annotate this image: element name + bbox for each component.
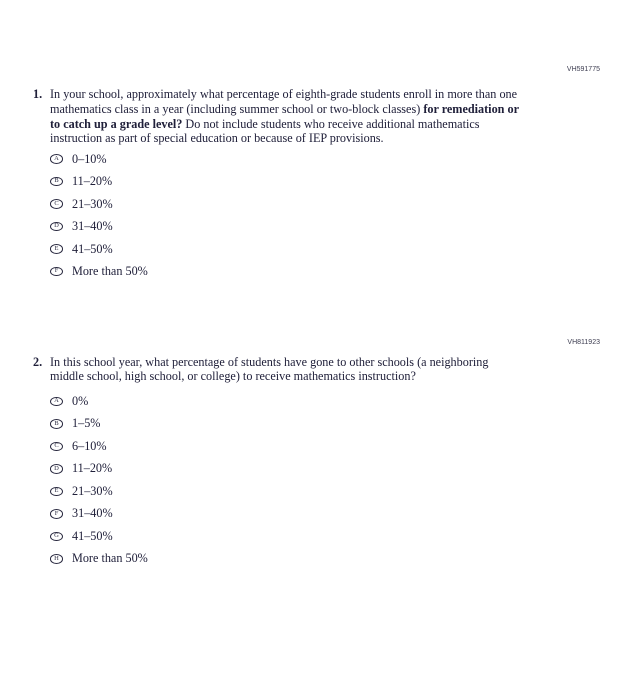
option-label: 11–20% — [72, 174, 113, 189]
radio-bubble-icon[interactable]: F — [50, 267, 63, 277]
question-1 — [33, 87, 600, 146]
option-label: 6–10% — [72, 438, 107, 453]
option-row-q2-f[interactable] — [50, 507, 600, 521]
option-label: 1–5% — [72, 416, 101, 431]
option-row-q1-c[interactable] — [50, 197, 600, 211]
option-label: 41–50% — [72, 241, 113, 256]
radio-bubble-icon[interactable]: G — [50, 532, 63, 542]
option-label: 11–20% — [72, 461, 113, 476]
option-row-q2-a[interactable] — [50, 394, 600, 408]
radio-bubble-icon[interactable]: B — [50, 419, 63, 429]
question-2-accession-code: VH811923 — [567, 338, 600, 346]
question-1-text-after: Do not include students who receive additional mathematics instruction as part of special education or because of IEP provisions. — [50, 116, 480, 146]
question-1-number: 1. — [33, 87, 43, 101]
question-1-text — [50, 87, 523, 146]
option-row-q2-b[interactable] — [50, 417, 600, 431]
question-1-accession-code: VH591775 — [566, 66, 600, 73]
radio-bubble-icon[interactable]: C — [50, 442, 63, 452]
option-row-q2-c[interactable] — [50, 439, 600, 453]
option-row-q1-b[interactable] — [50, 175, 600, 189]
option-row-q1-a[interactable] — [50, 152, 600, 166]
question-block-2 — [33, 339, 600, 566]
option-label: 21–30% — [72, 196, 113, 211]
option-label: 31–40% — [72, 506, 113, 521]
radio-bubble-icon[interactable]: A — [50, 397, 63, 407]
option-row-q1-f[interactable] — [50, 265, 600, 279]
radio-bubble-icon[interactable]: A — [50, 154, 63, 164]
radio-bubble-icon[interactable]: H — [50, 554, 63, 564]
option-label: More than 50% — [72, 551, 148, 566]
option-row-q1-e[interactable] — [50, 242, 600, 256]
option-row-q2-g[interactable] — [50, 529, 600, 543]
question-1-text-bold: for remediation or to catch up a grade level? — [50, 101, 519, 131]
radio-bubble-icon[interactable]: E — [50, 487, 63, 497]
question-2-text-before: In this school year, what percentage of students have gone to other schools (a neighboring middle school, high school, or college) to receive mathematics instruction? — [50, 354, 489, 384]
option-row-q1-d[interactable] — [50, 220, 600, 234]
option-row-q2-d[interactable] — [50, 462, 600, 476]
radio-bubble-icon[interactable]: D — [50, 222, 63, 232]
question-2-text — [50, 355, 523, 385]
question-block-1 — [33, 66, 600, 279]
question-2-number: 2. — [33, 354, 43, 369]
option-label: More than 50% — [72, 264, 148, 279]
question-1-text-before: In your school, approximately what percentage of eighth-grade students enroll in more than one mathematics class in a year (including summer school or two-block classes) — [50, 87, 518, 116]
option-label: 41–50% — [72, 528, 113, 543]
radio-bubble-icon[interactable]: F — [50, 509, 63, 519]
question-2 — [33, 355, 600, 385]
question-1-options-list — [50, 152, 600, 279]
radio-bubble-icon[interactable]: C — [50, 199, 63, 209]
radio-bubble-icon[interactable]: B — [50, 177, 63, 187]
option-label: 21–30% — [72, 483, 113, 498]
radio-bubble-icon[interactable]: E — [50, 244, 63, 254]
radio-bubble-icon[interactable]: D — [50, 464, 63, 474]
question-2-options-list — [50, 394, 600, 566]
option-label: 0% — [72, 393, 89, 408]
option-row-q2-h[interactable] — [50, 552, 600, 566]
option-label: 0–10% — [72, 151, 107, 166]
option-row-q2-e[interactable] — [50, 484, 600, 498]
option-label: 31–40% — [72, 219, 113, 234]
